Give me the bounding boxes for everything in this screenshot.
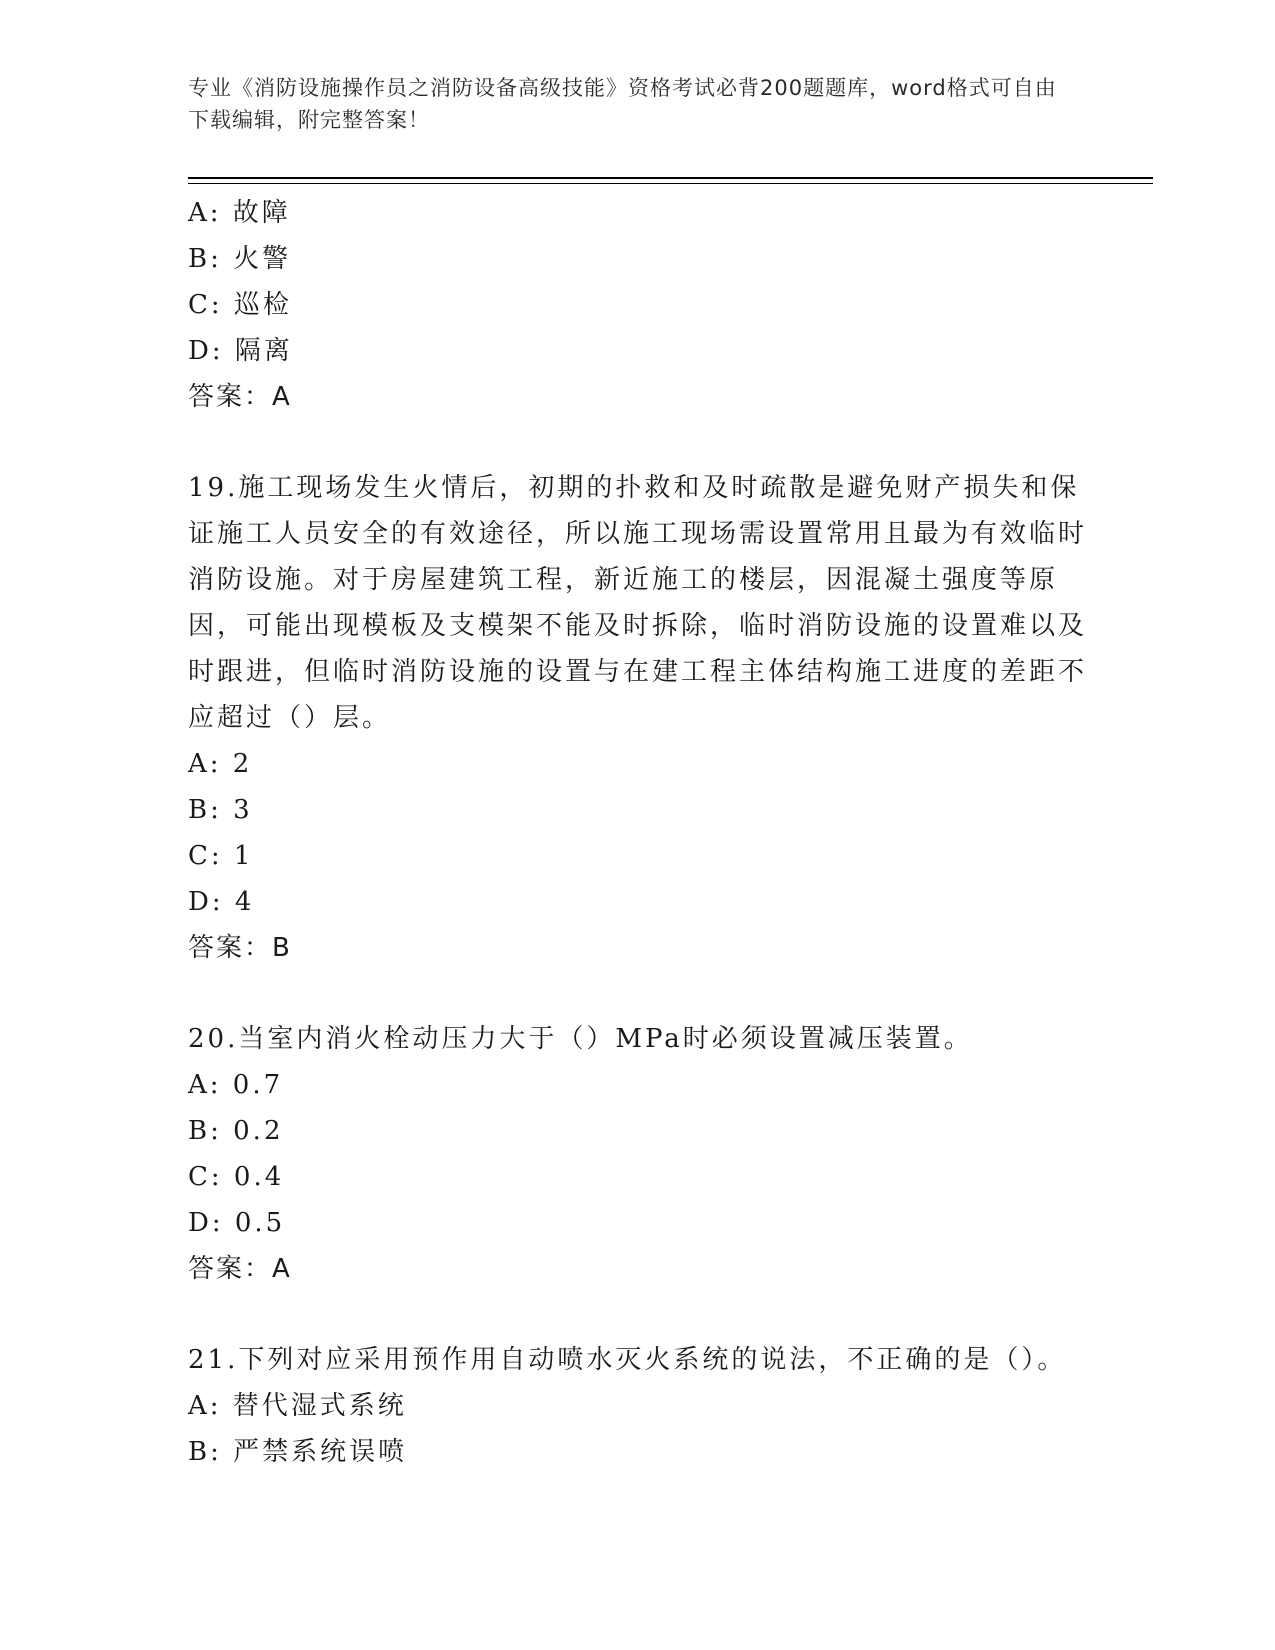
document-header: 专业《消防设施操作员之消防设备高级技能》资格考试必背200题题库，word格式可自由下载编辑，附完整答案！	[188, 76, 1057, 132]
option-c: C: 1	[188, 841, 254, 871]
question-text: 20.当室内消火栓动压力大于（）MPa时必须设置减压装置。	[188, 1024, 973, 1054]
option-a: A: 2	[188, 749, 253, 779]
question-text: 19.施工现场发生火情后，初期的扑救和及时疏散是避免财产损失和保证施工人员安全的有效途径，所以施工现场需设置常用且最为有效临时消防设施。对于房屋建筑工程，新近施工的楼层，因混凝土强度等原因，可能出现模板及支模架不能及时拆除，临时消防设施的设置难以及时跟进，但临时消防设施的设置与在建工程主体结构施工进度的差距不应超过（）层。	[188, 473, 1088, 733]
answer-line: 答案：B	[188, 933, 292, 963]
question-block-18	[188, 190, 1088, 420]
option-a: A: 故障	[188, 198, 291, 228]
option-a: A: 0.7	[188, 1070, 284, 1100]
question-block-19	[188, 465, 1088, 971]
option-d: D: 4	[188, 887, 255, 917]
option-b: B: 火警	[188, 244, 292, 274]
question-text: 21.下列对应采用预作用自动喷水灭火系统的说法，不正确的是（）。	[188, 1345, 1067, 1375]
answer-line: 答案：A	[188, 1254, 292, 1284]
option-b: B: 严禁系统误喷	[188, 1437, 408, 1467]
header-divider-thick	[188, 177, 1153, 179]
option-c: C: 巡检	[188, 290, 292, 320]
option-b: B: 0.2	[188, 1116, 284, 1146]
option-a: A: 替代湿式系统	[188, 1391, 407, 1421]
option-b: B: 3	[188, 795, 253, 825]
option-d: D: 隔离	[188, 336, 293, 366]
question-block-20	[188, 1016, 1088, 1292]
question-block-21	[188, 1337, 1088, 1475]
question-list	[188, 190, 1088, 1475]
option-c: C: 0.4	[188, 1162, 285, 1192]
option-d: D: 0.5	[188, 1208, 286, 1238]
answer-line: 答案：A	[188, 382, 292, 412]
header-divider-thin	[188, 183, 1153, 184]
